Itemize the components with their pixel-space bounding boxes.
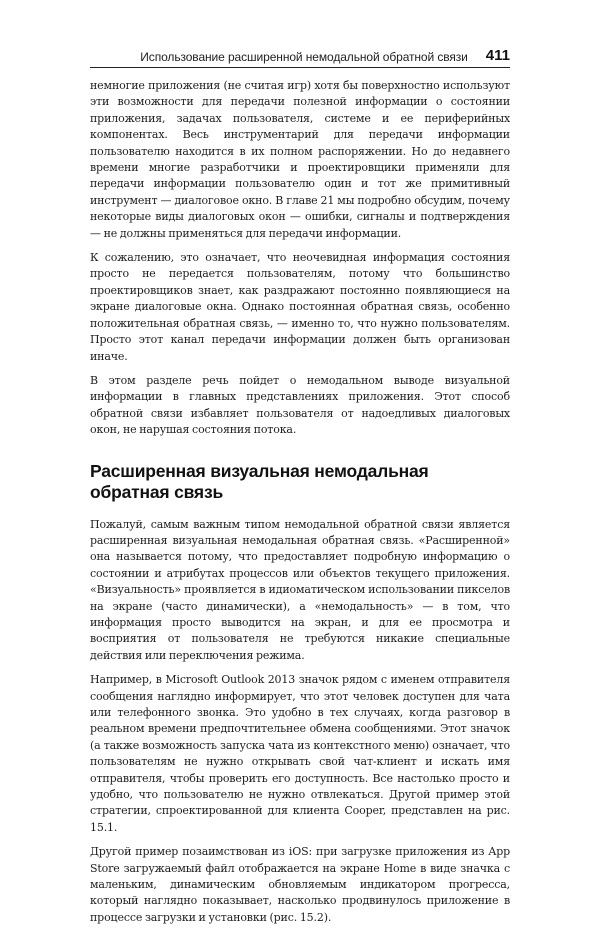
paragraph: К сожалению, это означает, что неочевидная информация состояния просто не передается пользователям, потому что большинство проектировщиков знает, как раздражают постоянно появляющиеся на экране диалоговые окна. Однако постоянная обратная связь, особенно положительная обратная связь, — именно то, что нужно пользователям. Просто этот канал передачи информации должен быть организован иначе. [90,251,510,363]
section-heading: Расширенная визуальная немодальная обратная связь [90,460,429,502]
paragraph: Например, в Microsoft Outlook 2013 значок рядом с именем отправителя сообщения наглядно информирует, что этот человек доступен для чата или телефонного звонка. Это удобно в тех случаях, когда разговор в реальном времени предпочтительнее обмена сообщениями. Этот значок (а также возможность запуска чата из контекстного меню) означает, что пользователям не нужно открывать свой чат-клиент и искать имя отправителя, чтобы проверить его доступность. Все настолько просто и удобно, что пользователю не нужно отвлекаться. Другой пример этой стратегии, спроектированной для клиента Cooper, представлен на рис. 15.1. [90,673,510,834]
running-header [90,44,510,68]
paragraph: Пожалуй, самым важным типом немодальной обратной связи является расширенная визуальная немодальная обратная связь. «Расширенной» она называется потому, что предоставляет подробную информацию о состоянии и атрибутах процессов или объектов текущего приложения. «Визуальность» проявляется в идиоматическом использовании пикселов на экране (часто динамически), а «немодальность» — в том, что информация просто выводится на экран, и для ее просмотра и восприятия от пользователя не требуются никакие специальные действия или переключения режима. [90,517,510,662]
page-number: 411 [485,47,510,64]
paragraph: немногие приложения (не считая игр) хотя бы поверхностно используют эти возможности для передачи полезной информации о состоянии приложения, задачах пользователя, системе и ее периферийных компонентах. Весь инструментарий для передачи информации пользователю находится в их полном распоряжении. Но до недавнего времени многие разработчики и проектировщики применяли для передачи информации пользователю один и тот же примитивный инструмент — диалоговое окно. В главе 21 мы подробно обсудим, почему некоторые виды диалоговых окон — ошибки, сигналы и подтверждения — не должны применяться для передачи информации. [90,79,510,240]
paragraph: Другой пример позаимствован из iOS: при загрузке приложения из App Store загружаемый файл отображается на экране Home в виде значка с маленьким, динамическим обновляемым индикатором прогресса, который наглядно показывает, насколько продвинулось приложение в процессе загрузки и установки (рис. 15.2). [90,845,510,924]
paragraph: В этом разделе речь пойдет о немодальном выводе визуальной информации в главных представлениях приложения. Этот способ обратной связи избавляет пользователя от надоедливых диалоговых окон, не нарушая состояния потока. [90,373,510,437]
running-title: Использование расширенной немодальной обратной связи [140,50,468,64]
body-text [90,78,510,934]
